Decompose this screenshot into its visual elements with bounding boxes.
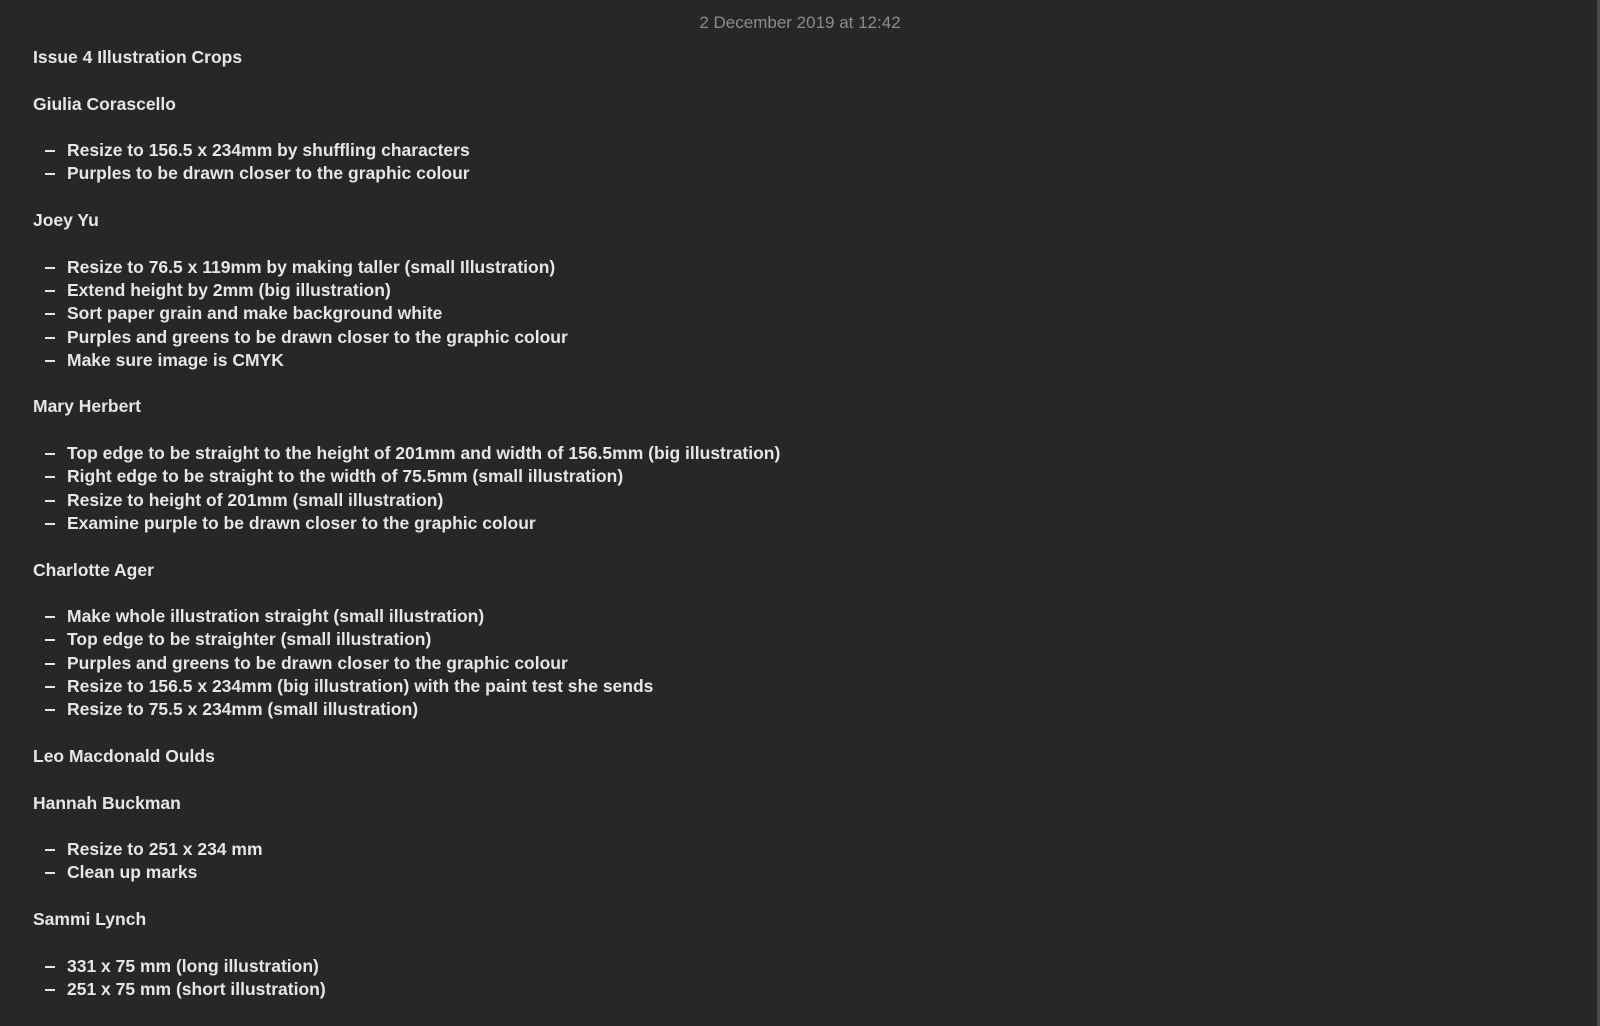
note-section [33, 745, 1553, 768]
list-item: Make sure image is CMYK [33, 349, 1553, 372]
list-item: Resize to 251 x 234 mm [33, 838, 1553, 861]
list-item: Examine purple to be drawn closer to the graphic colour [33, 512, 1553, 535]
section-heading: Sammi Lynch [33, 908, 147, 929]
list-item: Make whole illustration straight (small illustration) [33, 605, 1553, 628]
note-body[interactable] [33, 46, 1553, 1024]
bullet-list [33, 955, 1553, 1002]
list-item: Purples to be drawn closer to the graphic colour [33, 162, 1553, 185]
bullet-list [33, 256, 1553, 372]
list-item: Resize to 75.5 x 234mm (small illustration) [33, 698, 1553, 721]
note-section [33, 395, 1553, 535]
note-section [33, 209, 1553, 372]
bullet-list [33, 838, 1553, 885]
list-item: Top edge to be straighter (small illustration) [33, 628, 1553, 651]
section-heading: Giulia Corascello [33, 93, 176, 114]
section-heading: Leo Macdonald Oulds [33, 745, 215, 766]
list-item: Clean up marks [33, 861, 1553, 884]
note-timestamp: 2 December 2019 at 12:42 [699, 13, 901, 32]
bullet-list [33, 605, 1553, 721]
note-section [33, 792, 1553, 885]
list-item: Resize to 76.5 x 119mm by making taller (small Illustration) [33, 256, 1553, 279]
section-heading: Hannah Buckman [33, 792, 181, 813]
note-title: Issue 4 Illustration Crops [33, 47, 243, 67]
list-item: Resize to 156.5 x 234mm by shuffling characters [33, 139, 1553, 162]
list-item: Purples and greens to be drawn closer to the graphic colour [33, 326, 1553, 349]
section-heading: Mary Herbert [33, 396, 141, 417]
list-item: Right edge to be straight to the width of 75.5mm (small illustration) [33, 465, 1553, 488]
list-item: Resize to height of 201mm (small illustration) [33, 489, 1553, 512]
list-item: Resize to 156.5 x 234mm (big illustration) with the paint test she sends [33, 675, 1553, 698]
section-heading: Joey Yu [33, 210, 99, 231]
list-item: 331 x 75 mm (long illustration) [33, 955, 1553, 978]
note-section [33, 93, 1553, 186]
list-item: 251 x 75 mm (short illustration) [33, 978, 1553, 1001]
list-item: Extend height by 2mm (big illustration) [33, 279, 1553, 302]
bullet-list [33, 139, 1553, 186]
list-item: Purples and greens to be drawn closer to the graphic colour [33, 652, 1553, 675]
note-section [33, 559, 1553, 722]
note-section [33, 908, 1553, 1001]
list-item: Sort paper grain and make background white [33, 302, 1553, 325]
section-heading: Charlotte Ager [33, 559, 154, 580]
list-item: Top edge to be straight to the height of 201mm and width of 156.5mm (big illustration) [33, 442, 1553, 465]
bullet-list [33, 442, 1553, 535]
